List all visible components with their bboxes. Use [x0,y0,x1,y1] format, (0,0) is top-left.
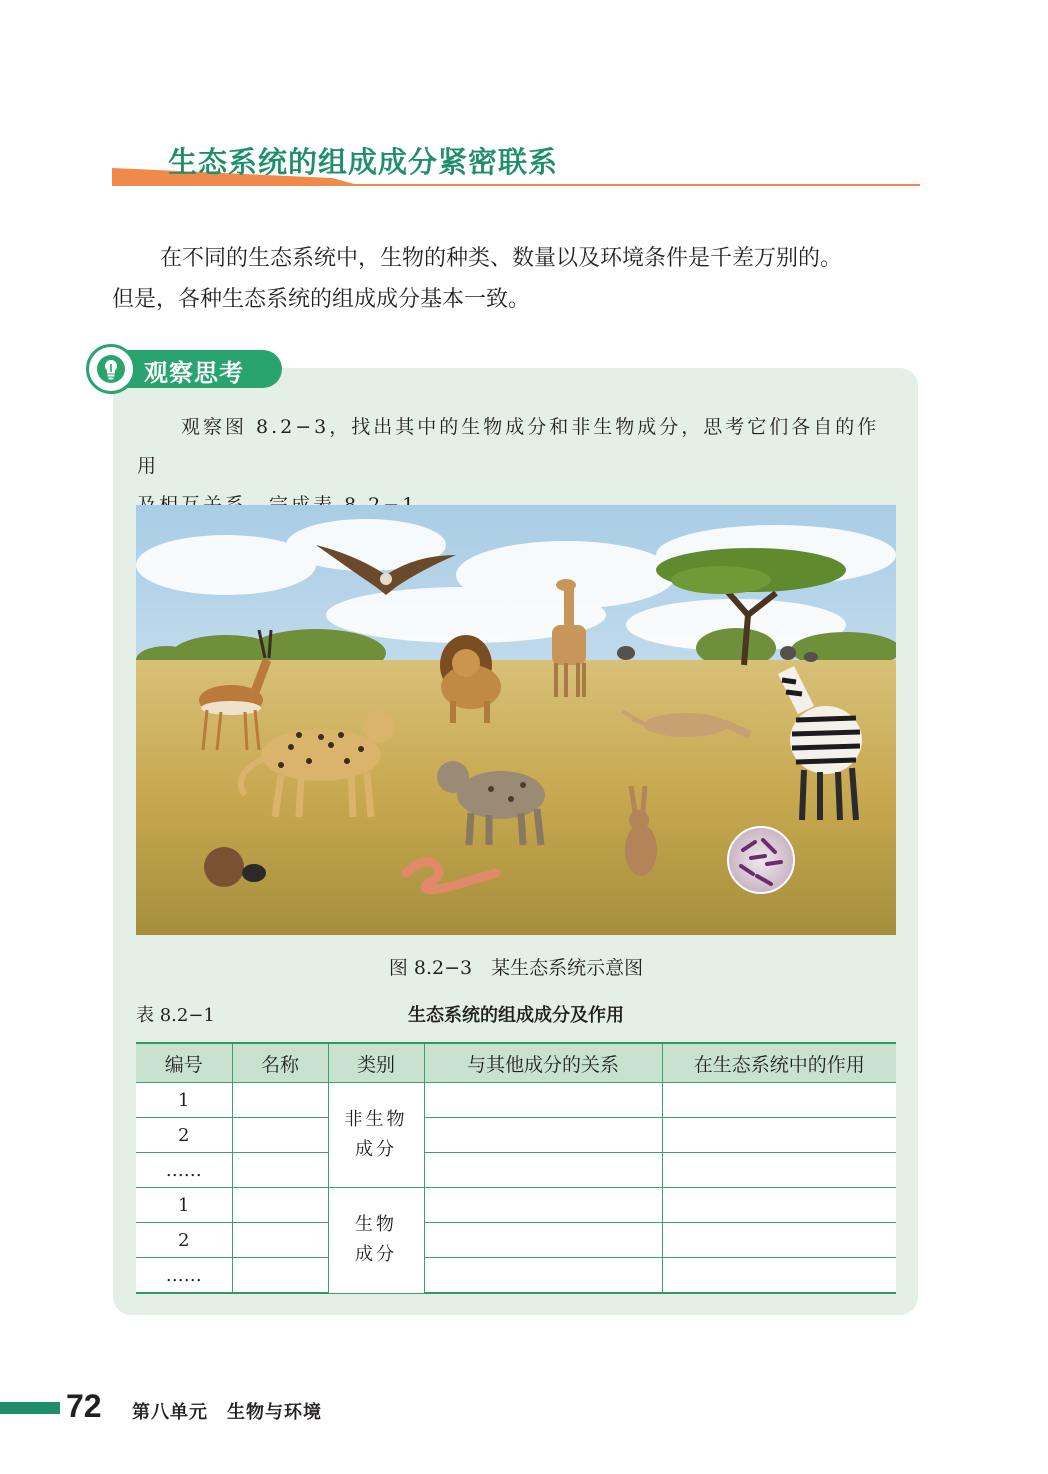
header-role: 在生态系统中的作用 [662,1043,896,1083]
relation-cell[interactable] [424,1258,662,1294]
role-cell[interactable] [662,1258,896,1294]
role-cell[interactable] [662,1153,896,1188]
row-number: 2 [136,1223,232,1258]
footer-bar [0,1402,60,1414]
row-number: …… [136,1153,232,1188]
role-cell[interactable] [662,1118,896,1153]
intro-line-2: 但是，各种生态系统的组成成分基本一致。 [112,287,531,312]
header-name: 名称 [232,1043,328,1083]
microorganism-view [728,827,794,893]
header-category: 类别 [328,1043,424,1083]
table-row [136,1258,896,1294]
category-biotic-line-2: 成分 [355,1244,397,1266]
lightbulb-icon [95,353,127,385]
name-cell[interactable] [232,1083,328,1118]
table-row [136,1153,896,1188]
task-line-1: 观察图 8.2−3，找出其中的生物成分和非生物成分，思考它们各自的作用 [137,416,880,477]
name-cell[interactable] [232,1118,328,1153]
role-cell[interactable] [662,1083,896,1118]
badge-label: 观察思考 [144,359,244,387]
relation-cell[interactable] [424,1118,662,1153]
table-title: 生态系统的组成成分及作用 [408,1005,624,1026]
intro-line-1: 在不同的生态系统中，生物的种类、数量以及环境条件是千差万别的。 [160,246,843,271]
row-number: 1 [136,1188,232,1223]
table-row [136,1083,896,1118]
category-biotic-line-1: 生物 [355,1214,397,1236]
ecosystem-illustration [136,505,896,935]
category-abiotic-line-2: 成分 [355,1139,397,1160]
unit-title: 第八单元 生物与环境 [132,1402,322,1423]
relation-cell[interactable] [424,1153,662,1188]
table-row [136,1223,896,1258]
relation-cell[interactable] [424,1223,662,1258]
name-cell[interactable] [232,1223,328,1258]
category-abiotic-line-1: 非生物 [344,1109,408,1130]
table-header-row [136,1043,896,1083]
row-number: 1 [136,1083,232,1118]
role-cell[interactable] [662,1188,896,1223]
header-relation: 与其他成分的关系 [424,1043,662,1083]
table-row [136,1118,896,1153]
table-row [136,1188,896,1223]
observe-badge [86,344,284,394]
heading-rule [112,184,920,186]
section-heading [112,132,920,190]
row-number: …… [136,1258,232,1294]
name-cell[interactable] [232,1153,328,1188]
relation-cell[interactable] [424,1188,662,1223]
intro-paragraph [112,238,924,320]
section-title: 生态系统的组成成分紧密联系 [168,145,559,179]
figure-caption: 图 8.2−3 某生态系统示意图 [388,957,644,979]
name-cell[interactable] [232,1188,328,1223]
components-table [136,1042,896,1294]
table-label: 表 8.2−1 [136,1005,215,1026]
header-number: 编号 [136,1043,232,1083]
role-cell[interactable] [662,1223,896,1258]
page-number: 72 [66,1388,102,1424]
category-abiotic [328,1083,424,1188]
relation-cell[interactable] [424,1083,662,1118]
category-biotic [328,1188,424,1294]
name-cell[interactable] [232,1258,328,1294]
row-number: 2 [136,1118,232,1153]
